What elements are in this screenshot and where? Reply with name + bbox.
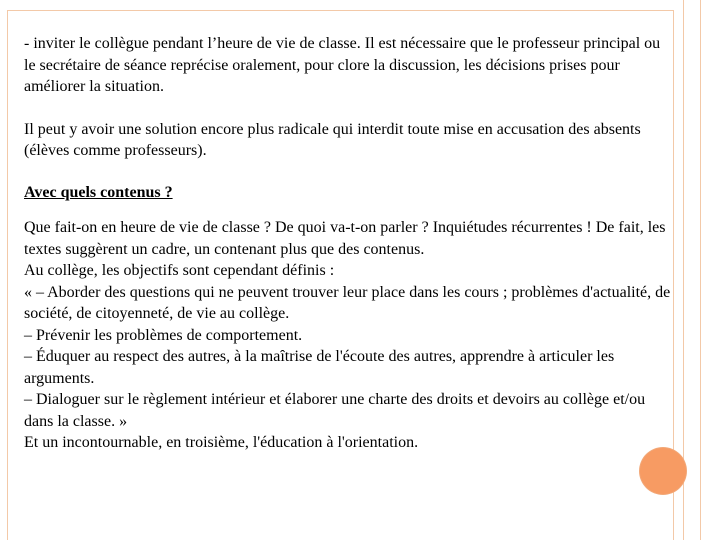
paragraph-radical-solution: Il peut y avoir une solution encore plus radicale qui interdit toute mise en accusation des absents (élèves comme professeurs).: [24, 120, 641, 159]
slide-content: [24, 33, 674, 454]
content-line: Que fait-on en heure de vie de classe ? De quoi va-t-on parler ? Inquiétudes récurrentes ! De fait, les textes suggèrent un cadre, un contenant plus que des contenus.: [24, 219, 666, 258]
content-line: Au collège, les objectifs sont cependant définis :: [24, 262, 335, 279]
content-line: – Éduquer au respect des autres, à la maîtrise de l'écoute des autres, apprendre à articuler les arguments.: [24, 348, 615, 387]
paragraph-invite-colleague: - inviter le collègue pendant l’heure de vie de classe. Il est nécessaire que le professeur principal ou le secrétaire de séance reprécise oralement, pour clore la discussion, les décisions prises pour améliorer la situation.: [24, 35, 661, 95]
decorative-vertical-line: [700, 0, 701, 540]
content-line: – Dialoguer sur le règlement intérieur et élaborer une charte des droits et devoirs au collège et/ou dans la classe. »: [24, 391, 646, 430]
content-line: – Prévenir les problèmes de comportement.: [24, 326, 303, 344]
content-line: « – Aborder des questions qui ne peuvent trouver leur place dans les cours ; problèmes d'actualité, de société, de citoyenneté, de vie au collège.: [24, 283, 671, 322]
decorative-circle: [640, 448, 686, 494]
section-heading: Avec quels contenus ?: [24, 183, 173, 201]
content-line: Et un incontournable, en troisième, l'éducation à l'orientation.: [24, 434, 419, 451]
